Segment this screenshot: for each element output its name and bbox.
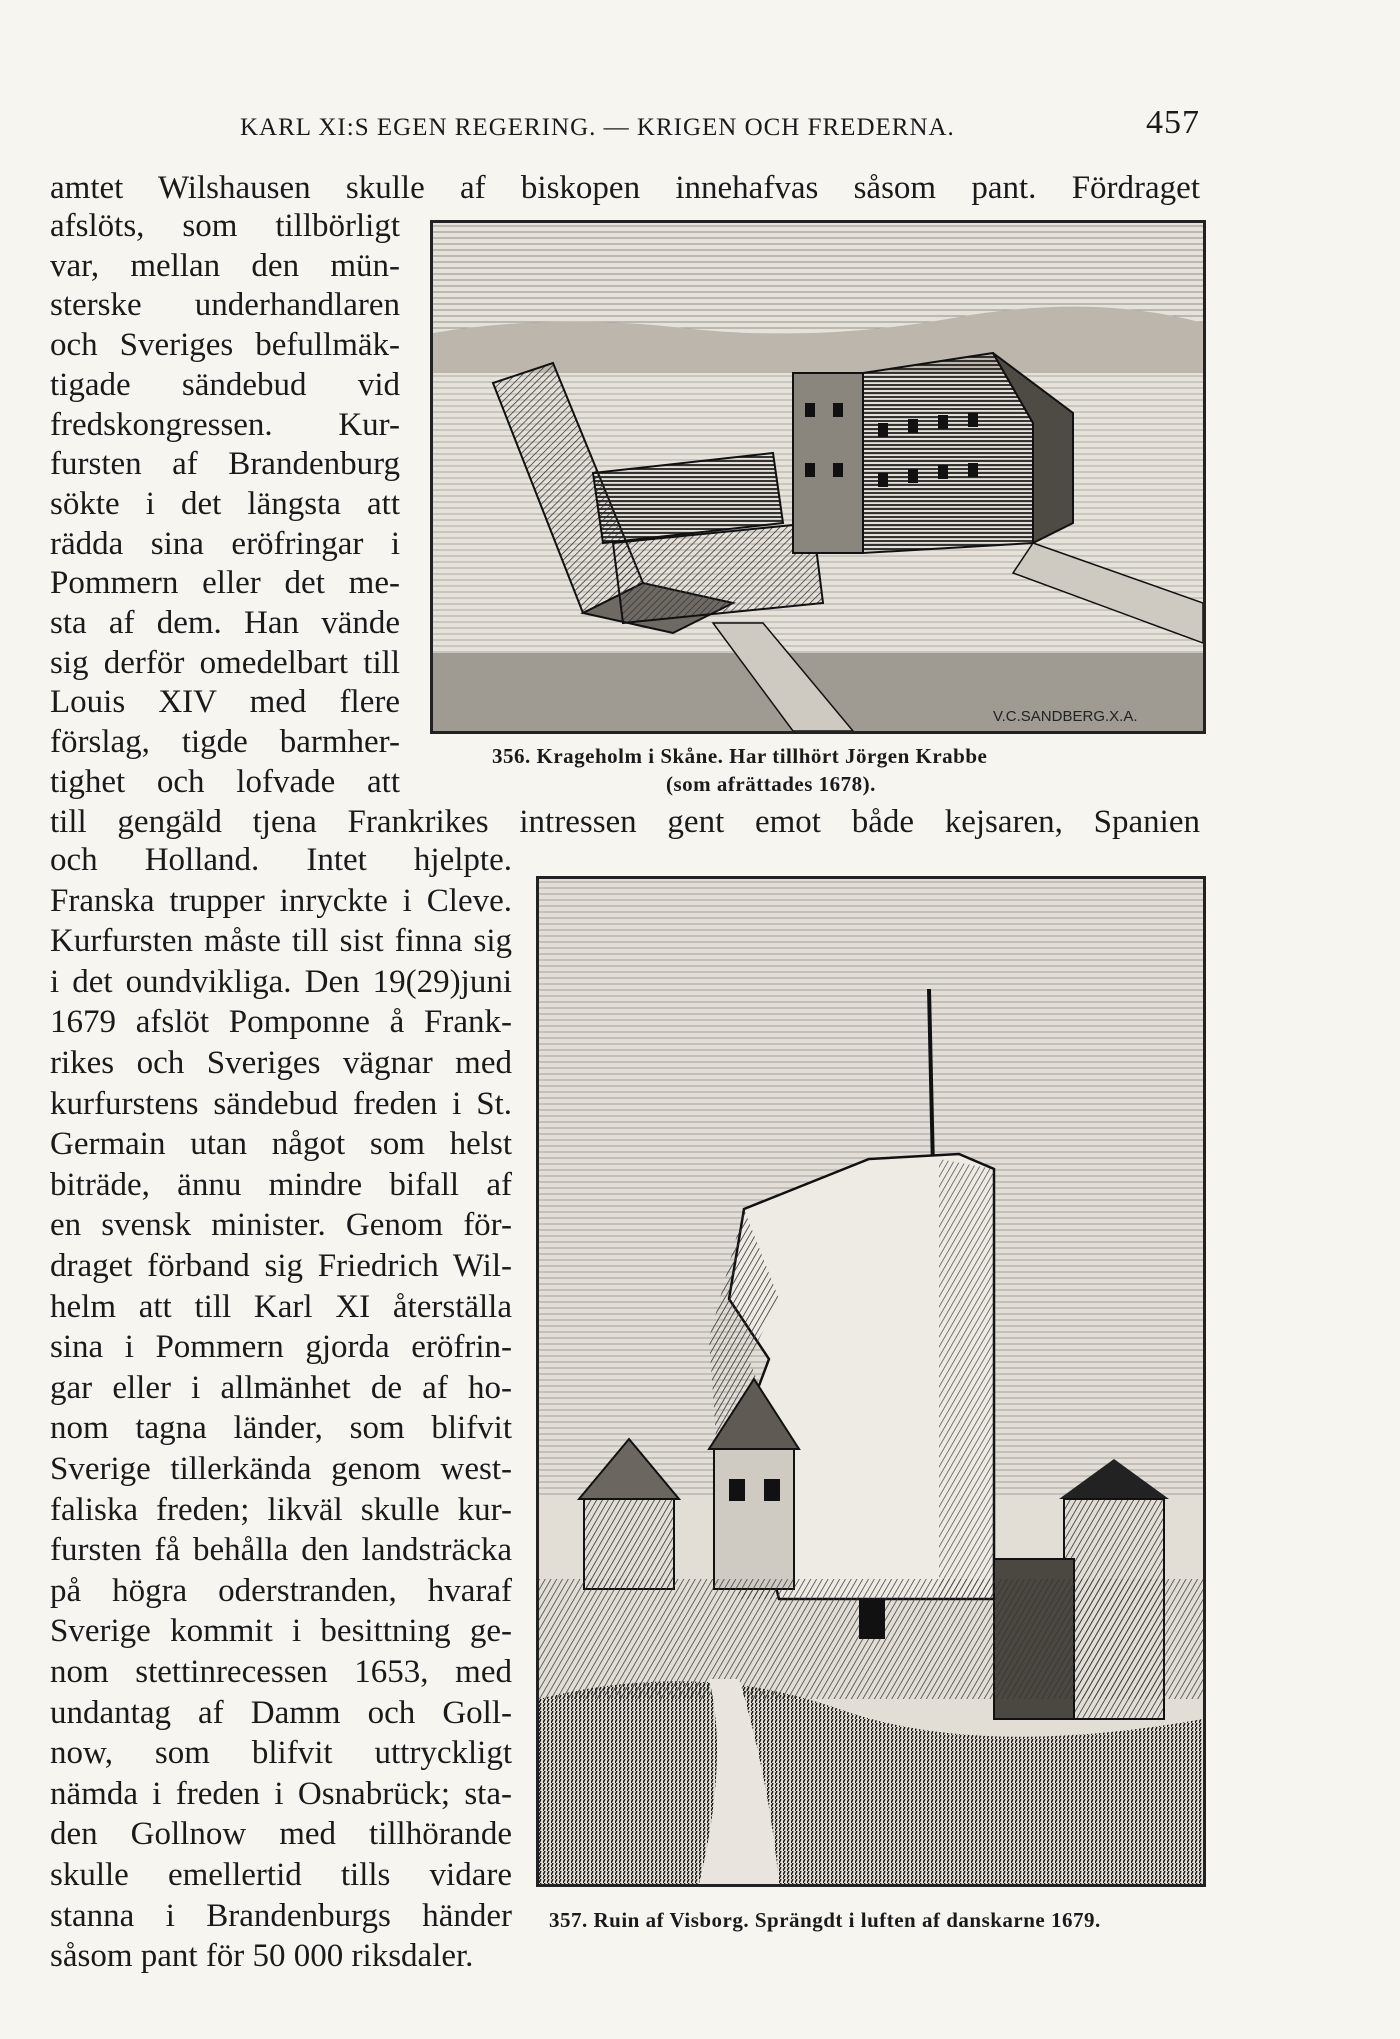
body-line: nom stettinrecessen 1653, med [50,1654,512,1690]
visborg-engraving [539,879,1203,1884]
body-line: Louis XIV med flere [50,684,400,721]
figure-356-krageholm [430,220,1206,734]
body-line: en svensk minister. Genom för- [50,1207,512,1244]
body-line: såsom pant för 50 000 riksdaler. [50,1938,474,1975]
body-line: sökte i det längsta att [50,485,400,522]
body-line: Germain utan något som helst [50,1126,512,1163]
body-line: helm att till Karl XI återställa [50,1288,512,1325]
body-line: den Gollnow med tillhörande [50,1816,512,1853]
body-line: tigade sändebud vid [50,366,400,403]
body-line: Sverige tillerkända genom west- [50,1451,512,1487]
body-line: kurfurstens sändebud freden i St. [50,1085,512,1122]
body-line: förslag, tigde barmher- [50,724,400,761]
body-line: gar eller i allmänhet de af ho- [50,1369,512,1406]
body-line: sterske underhandlaren [50,287,400,324]
body-line: undantag af Damm och Goll- [50,1694,512,1731]
body-line: nom tagna länder, som blifvit [50,1410,512,1447]
body-line: now, som blifvit uttryckligt [50,1735,512,1772]
body-line: afslöts, som tillbörligt [50,208,400,244]
body-line: Kurfursten måste till sist finna sig [50,923,512,960]
running-header [50,104,1200,144]
page-number: 457 [1146,104,1200,141]
body-line: på högra oderstranden, hvaraf [50,1572,512,1609]
body-line: tighet och lofvade att [50,763,400,800]
caption-356-line2: (som afrättades 1678). [666,772,876,796]
body-line: fursten få behålla den landsträcka [50,1532,512,1569]
body-line: sta af dem. Han vände [50,605,400,641]
caption-356-line1: 356. Krageholm i Skåne. Har tillhört Jörgen Krabbe [492,744,988,768]
body-line: rikes och Sveriges vägnar med [50,1045,512,1081]
body-line: nämda i freden i Osnabrück; sta- [50,1775,512,1812]
body-line: sina i Pommern gjorda eröfrin- [50,1329,512,1366]
body-line-top: amtet Wilshausen skulle af biskopen innehafvas såsom pant. Fördraget [50,170,1200,206]
body-line: faliska freden; likväl skulle kur- [50,1491,512,1528]
body-line-mid: till gengäld tjena Frankrikes intressen gent emot både kejsaren, Spanien [50,804,1200,840]
body-line: och Sveriges befullmäk- [50,327,400,364]
body-line: Franska trupper inryckte i Cleve. [50,882,512,919]
body-line: Pommern eller det me- [50,565,400,602]
body-line: fursten af Brandenburg [50,446,400,483]
body-line: var, mellan den mün- [50,247,400,284]
body-line: sig derför omedelbart till [50,644,400,681]
body-line: Sverige kommit i besittning ge- [50,1613,512,1650]
caption-357: 357. Ruin af Visborg. Sprängdt i luften af danskarne 1679. [549,1908,1101,1932]
body-line: stanna i Brandenburgs händer [50,1897,512,1934]
body-line: draget förband sig Friedrich Wil- [50,1248,512,1284]
running-title: KARL XI:S EGEN REGERING. — KRIGEN OCH FREDERNA. [240,114,955,141]
body-line: skulle emellertid tills vidare [50,1857,512,1893]
engraver-signature: V.C.SANDBERG.X.A. [993,708,1138,725]
body-line: rädda sina eröfringar i [50,525,400,562]
body-line: biträde, ännu mindre bifall af [50,1166,512,1203]
body-line: fredskongressen. Kur- [50,406,400,443]
krageholm-engraving [433,223,1203,731]
body-line: i det oundvikliga. Den 19(29)juni [50,963,512,1000]
figure-357-visborg [536,876,1206,1887]
body-line: 1679 afslöt Pomponne å Frank- [50,1004,512,1041]
body-line: och Holland. Intet hjelpte. [50,842,512,878]
